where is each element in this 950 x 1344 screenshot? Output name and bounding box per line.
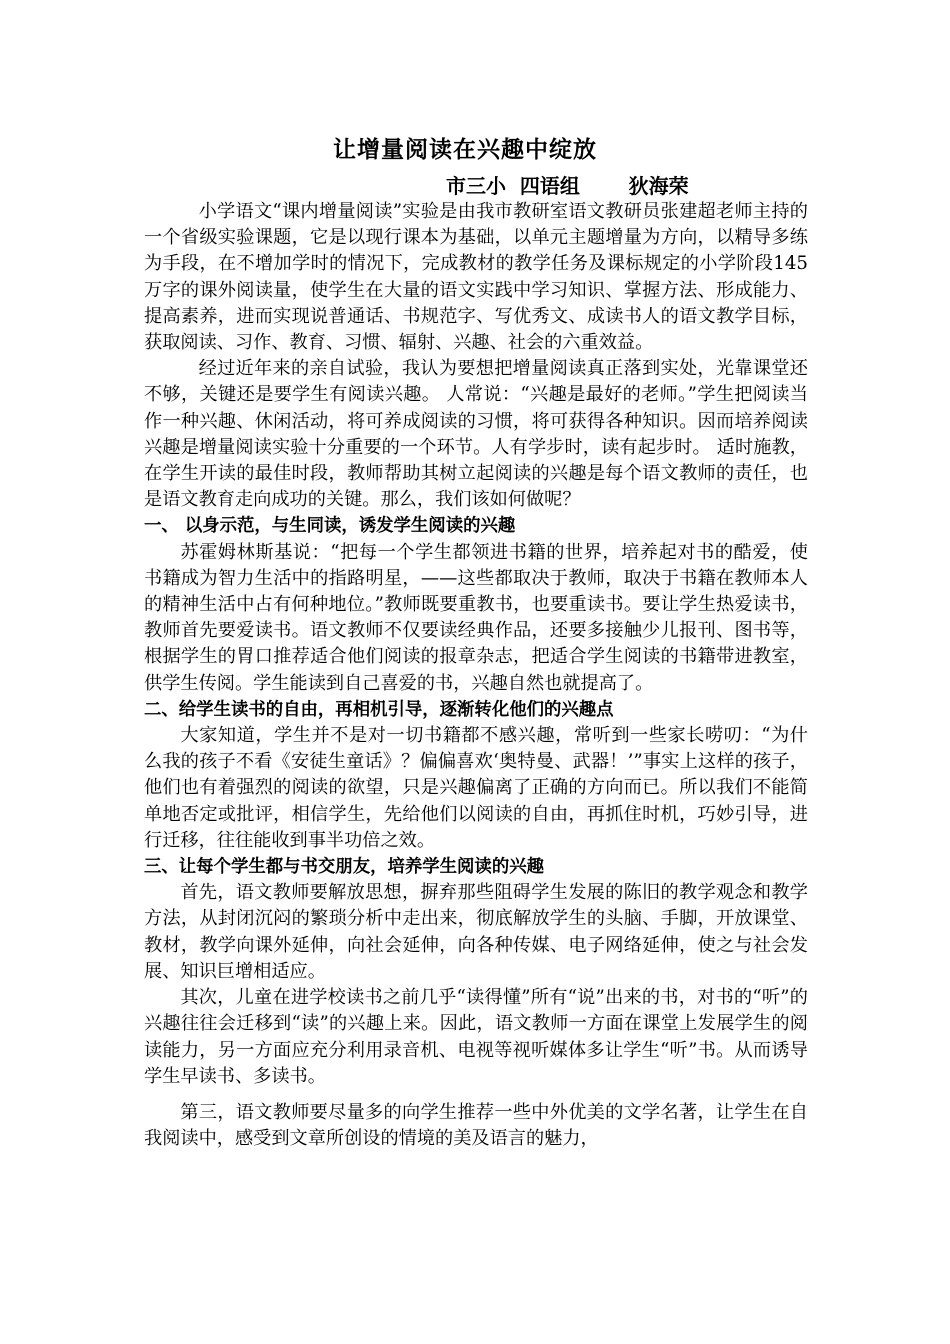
paragraph-intro-1: 小学语文“课内增量阅读”实验是由我市教研室语文教研员张建超老师主持的一个省级实验课题，它是以现行课本为基础，以单元主题增量为方向，以精导多练为手段，在不增加学时的情况下，完成教材的教学任务及课标规定的小学阶段145万字的课外阅读量，使学生在大量的语文实践中学习知识、掌握方法、形成能力、提高素养，进而实现说普通话、书规范字、写优秀文、成读书人的语文教学目标，获取阅读、习作、教育、习惯、辐射、兴趣、社会的六重效益。 bbox=[144, 201, 808, 354]
document-title: 让增量阅读在兴趣中绽放 bbox=[333, 137, 597, 163]
section-2-heading: 二、给学生读书的自由，再相机引导，逐渐转化他们的兴趣点 bbox=[144, 699, 614, 720]
author-line: 市三小 四语组 狄海荣 bbox=[446, 174, 689, 198]
paragraph-intro-2: 经过近年来的亲自试验，我认为要想把增量阅读真正落到实处，光靠课堂还不够，关键还是要学生有阅读兴趣。 人常说：“兴趣是最好的老师。”学生把阅读当作一种兴趣、休闲活动，将可养成阅读的习惯，将可获得各种知识。因而培养阅读兴趣是增量阅读实验十分重要的一个环节。人有学步时，读有起步时。 适时施教，在学生开读的最佳时段，教师帮助其树立起阅读的兴趣是每个语文教师的责任，也是语文教育走向成功的关键。那么，我们该如何做呢？ bbox=[144, 358, 808, 511]
section-3-paragraph-3: 第三，语文教师要尽量多的向学生推荐一些中外优美的文学名著，让学生在自我阅读中，感受到文章所创设的情境的美及语言的魅力， bbox=[144, 1101, 808, 1150]
section-1-paragraph-1: 苏霍姆林斯基说：“把每一个学生都领进书籍的世界，培养起对书的酷爱，使书籍成为智力生活中的指路明星，——这些都取决于教师，取决于书籍在教师本人的精神生活中占有何种地位。”教师既要重教书，也要重读书。要让学生热爱读书，教师首先要爱读书。语文教师不仅要读经典作品，还要多接触少儿报刊、图书等，根据学生的胃口推荐适合他们阅读的报章杂志，把适合学生阅读的书籍带进教室，供学生传阅。学生能读到自己喜爱的书，兴趣自然也就提高了。 bbox=[144, 541, 808, 694]
section-2-paragraph-1: 大家知道，学生并不是对一切书籍都不感兴趣，常听到一些家长唠叨：“为什么我的孩子不看《安徒生童话》？偏偏喜欢‘奥特曼、武器！’”事实上这样的孩子，他们也有着强烈的阅读的欲望，只是兴趣偏离了正确的方向而已。所以我们不能简单地否定或批评，相信学生，先给他们以阅读的自由，再抓住时机，巧妙引导，进行迁移，往往能收到事半功倍之效。 bbox=[144, 725, 808, 851]
section-3-paragraph-2: 其次，儿童在进学校读书之前几乎“读得懂”所有“说”出来的书，对书的“听”的兴趣往往会迁移到“读”的兴趣上来。因此，语文教师一方面在课堂上发展学生的阅读能力，另一方面应充分利用录音机、电视等视听媒体多让学生“听”书。从而诱导学生早读书、多读书。 bbox=[144, 987, 808, 1087]
section-3-paragraph-1: 首先，语文教师要解放思想，摒弃那些阻碍学生发展的陈旧的教学观念和教学方法，从封闭沉闷的繁琐分析中走出来，彻底解放学生的头脑、手脚，开放课堂、教材，教学向课外延伸，向社会延伸，向各种传媒、电子网络延伸，使之与社会发展、知识巨增相适应。 bbox=[144, 882, 808, 982]
document-body bbox=[144, 199, 808, 1152]
section-3-heading: 三、让每个学生都与书交朋友，培养学生阅读的兴趣 bbox=[144, 857, 544, 878]
paragraph-spacer bbox=[144, 1090, 808, 1100]
section-1-heading: 一、 以身示范，与生同读，诱发学生阅读的兴趣 bbox=[144, 516, 516, 537]
